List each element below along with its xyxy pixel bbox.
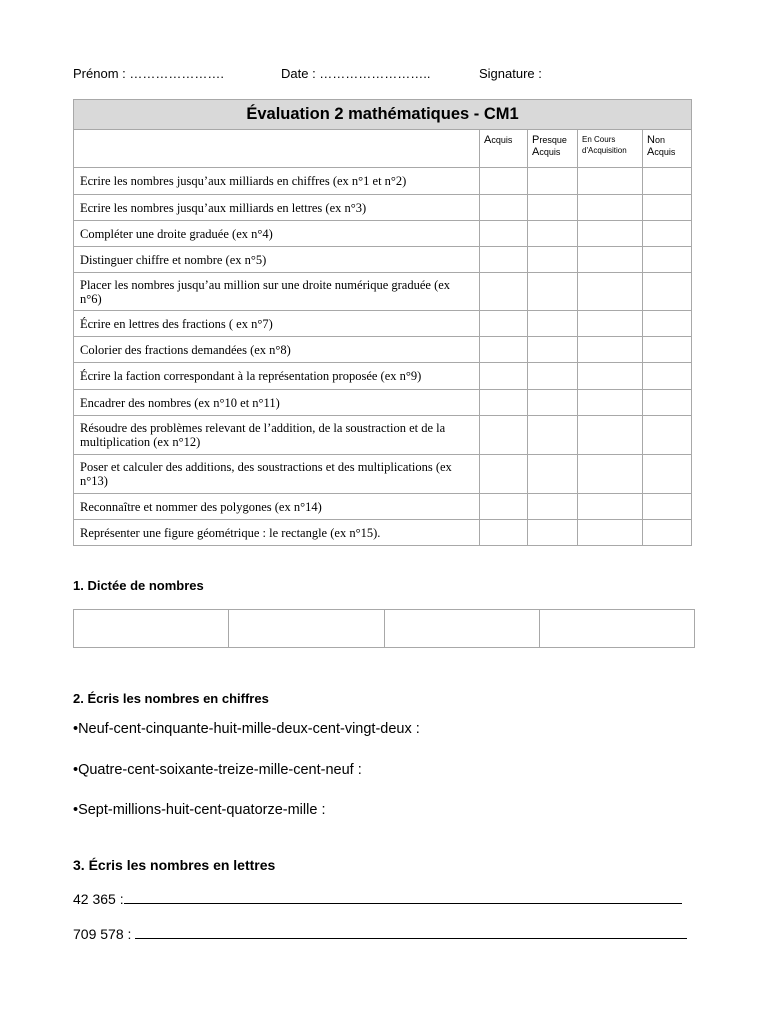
checkbox-cell-presque-acquis[interactable]	[528, 337, 578, 363]
section2-title: 2. Écris les nombres en chiffres	[73, 691, 269, 706]
checkbox-cell-en-cours[interactable]	[578, 273, 643, 311]
checkbox-cell-presque-acquis[interactable]	[528, 494, 578, 520]
checkbox-cell-acquis[interactable]	[480, 416, 528, 455]
checkbox-cell-en-cours[interactable]	[578, 337, 643, 363]
dictee-boxes	[73, 609, 695, 648]
evaluation-table	[73, 99, 692, 546]
checkbox-cell-en-cours[interactable]	[578, 455, 643, 494]
checkbox-cell-acquis[interactable]	[480, 168, 528, 195]
dictee-box-1[interactable]	[74, 610, 229, 648]
checkbox-cell-non-acquis[interactable]	[643, 311, 692, 337]
checkbox-cell-acquis[interactable]	[480, 195, 528, 221]
checkbox-cell-non-acquis[interactable]	[643, 455, 692, 494]
checkbox-cell-non-acquis[interactable]	[643, 390, 692, 416]
checkbox-cell-presque-acquis[interactable]	[528, 195, 578, 221]
date-field[interactable]: Date : ……………………..	[281, 66, 431, 81]
criteria-row	[74, 363, 692, 390]
criteria-label: Distinguer chiffre et nombre (ex n°5)	[74, 247, 480, 273]
checkbox-cell-non-acquis[interactable]	[643, 195, 692, 221]
criteria-row	[74, 195, 692, 221]
checkbox-cell-acquis[interactable]	[480, 221, 528, 247]
section3-item-1	[73, 890, 682, 907]
checkbox-cell-acquis[interactable]	[480, 363, 528, 390]
criteria-row	[74, 221, 692, 247]
criteria-label: Résoudre des problèmes relevant de l’addition, de la soustraction et de la multiplication (ex n°12)	[74, 416, 480, 455]
checkbox-cell-acquis[interactable]	[480, 520, 528, 546]
checkbox-cell-en-cours[interactable]	[578, 494, 643, 520]
criteria-label: Ecrire les nombres jusqu’aux milliards en lettres (ex n°3)	[74, 195, 480, 221]
checkbox-cell-acquis[interactable]	[480, 337, 528, 363]
answer-line[interactable]	[124, 890, 682, 904]
checkbox-cell-presque-acquis[interactable]	[528, 221, 578, 247]
criteria-row	[74, 168, 692, 195]
criteria-row	[74, 416, 692, 455]
dictee-box-3[interactable]	[384, 610, 539, 648]
criteria-header-cell	[74, 130, 480, 168]
checkbox-cell-en-cours[interactable]	[578, 520, 643, 546]
checkbox-cell-en-cours[interactable]	[578, 168, 643, 195]
checkbox-cell-presque-acquis[interactable]	[528, 416, 578, 455]
checkbox-cell-acquis[interactable]	[480, 494, 528, 520]
criteria-label: Encadrer des nombres (ex n°10 et n°11)	[74, 390, 480, 416]
checkbox-cell-non-acquis[interactable]	[643, 494, 692, 520]
criteria-row	[74, 494, 692, 520]
criteria-label: Placer les nombres jusqu’au million sur une droite numérique graduée (ex n°6)	[74, 273, 480, 311]
evaluation-title: Évaluation 2 mathématiques - CM1	[74, 100, 692, 130]
checkbox-cell-non-acquis[interactable]	[643, 337, 692, 363]
section3-item-2	[73, 925, 687, 942]
checkbox-cell-acquis[interactable]	[480, 311, 528, 337]
prenom-field[interactable]: Prénom : ………………….	[73, 66, 224, 81]
criteria-label: Ecrire les nombres jusqu’aux milliards en chiffres (ex n°1 et n°2)	[74, 168, 480, 195]
checkbox-cell-non-acquis[interactable]	[643, 416, 692, 455]
column-non-acquis: Non Acquis	[643, 130, 692, 168]
checkbox-cell-presque-acquis[interactable]	[528, 311, 578, 337]
checkbox-cell-non-acquis[interactable]	[643, 363, 692, 390]
section2-item-1: •Neuf-cent-cinquante-huit-mille-deux-cent-vingt-deux :	[73, 721, 420, 737]
signature-field[interactable]: Signature :	[479, 66, 542, 81]
checkbox-cell-presque-acquis[interactable]	[528, 520, 578, 546]
section2-item-3: •Sept-millions-huit-cent-quatorze-mille :	[73, 802, 326, 818]
checkbox-cell-en-cours[interactable]	[578, 247, 643, 273]
criteria-row	[74, 247, 692, 273]
checkbox-cell-en-cours[interactable]	[578, 416, 643, 455]
checkbox-cell-acquis[interactable]	[480, 247, 528, 273]
checkbox-cell-non-acquis[interactable]	[643, 221, 692, 247]
checkbox-cell-non-acquis[interactable]	[643, 520, 692, 546]
checkbox-cell-en-cours[interactable]	[578, 311, 643, 337]
criteria-label: Reconnaître et nommer des polygones (ex n°14)	[74, 494, 480, 520]
checkbox-cell-en-cours[interactable]	[578, 195, 643, 221]
criteria-label: Colorier des fractions demandées (ex n°8)	[74, 337, 480, 363]
checkbox-cell-acquis[interactable]	[480, 273, 528, 311]
section3-title: 3. Écris les nombres en lettres	[73, 857, 276, 873]
checkbox-cell-non-acquis[interactable]	[643, 273, 692, 311]
number-label: 42 365 :	[73, 891, 124, 907]
checkbox-cell-en-cours[interactable]	[578, 363, 643, 390]
checkbox-cell-presque-acquis[interactable]	[528, 168, 578, 195]
header-line	[73, 66, 673, 84]
checkbox-cell-presque-acquis[interactable]	[528, 363, 578, 390]
evaluation-title-row	[74, 100, 692, 130]
column-acquis: Acquis	[480, 130, 528, 168]
checkbox-cell-acquis[interactable]	[480, 455, 528, 494]
criteria-row	[74, 455, 692, 494]
criteria-body	[74, 168, 692, 546]
criteria-label: Représenter une figure géométrique : le rectangle (ex n°15).	[74, 520, 480, 546]
criteria-label: Compléter une droite graduée (ex n°4)	[74, 221, 480, 247]
criteria-label: Poser et calculer des additions, des soustractions et des multiplications (ex n°13)	[74, 455, 480, 494]
checkbox-cell-presque-acquis[interactable]	[528, 273, 578, 311]
checkbox-cell-en-cours[interactable]	[578, 390, 643, 416]
column-header-row	[74, 130, 692, 168]
criteria-label: Écrire en lettres des fractions ( ex n°7)	[74, 311, 480, 337]
criteria-row	[74, 311, 692, 337]
checkbox-cell-en-cours[interactable]	[578, 221, 643, 247]
criteria-row	[74, 390, 692, 416]
checkbox-cell-presque-acquis[interactable]	[528, 455, 578, 494]
answer-line[interactable]	[135, 925, 687, 939]
checkbox-cell-acquis[interactable]	[480, 390, 528, 416]
checkbox-cell-non-acquis[interactable]	[643, 247, 692, 273]
column-en-cours: En Cours d'Acquisition	[578, 130, 643, 168]
section2-item-2: •Quatre-cent-soixante-treize-mille-cent-neuf :	[73, 762, 362, 778]
criteria-row	[74, 337, 692, 363]
number-label: 709 578 :	[73, 926, 132, 942]
checkbox-cell-presque-acquis[interactable]	[528, 247, 578, 273]
dictee-box-4[interactable]	[539, 610, 694, 648]
checkbox-cell-presque-acquis[interactable]	[528, 390, 578, 416]
section1-title: 1. Dictée de nombres	[73, 578, 204, 593]
dictee-box-2[interactable]	[229, 610, 384, 648]
checkbox-cell-non-acquis[interactable]	[643, 168, 692, 195]
criteria-row	[74, 273, 692, 311]
criteria-row	[74, 520, 692, 546]
column-presque-acquis: Presque Acquis	[528, 130, 578, 168]
criteria-label: Écrire la faction correspondant à la représentation proposée (ex n°9)	[74, 363, 480, 390]
